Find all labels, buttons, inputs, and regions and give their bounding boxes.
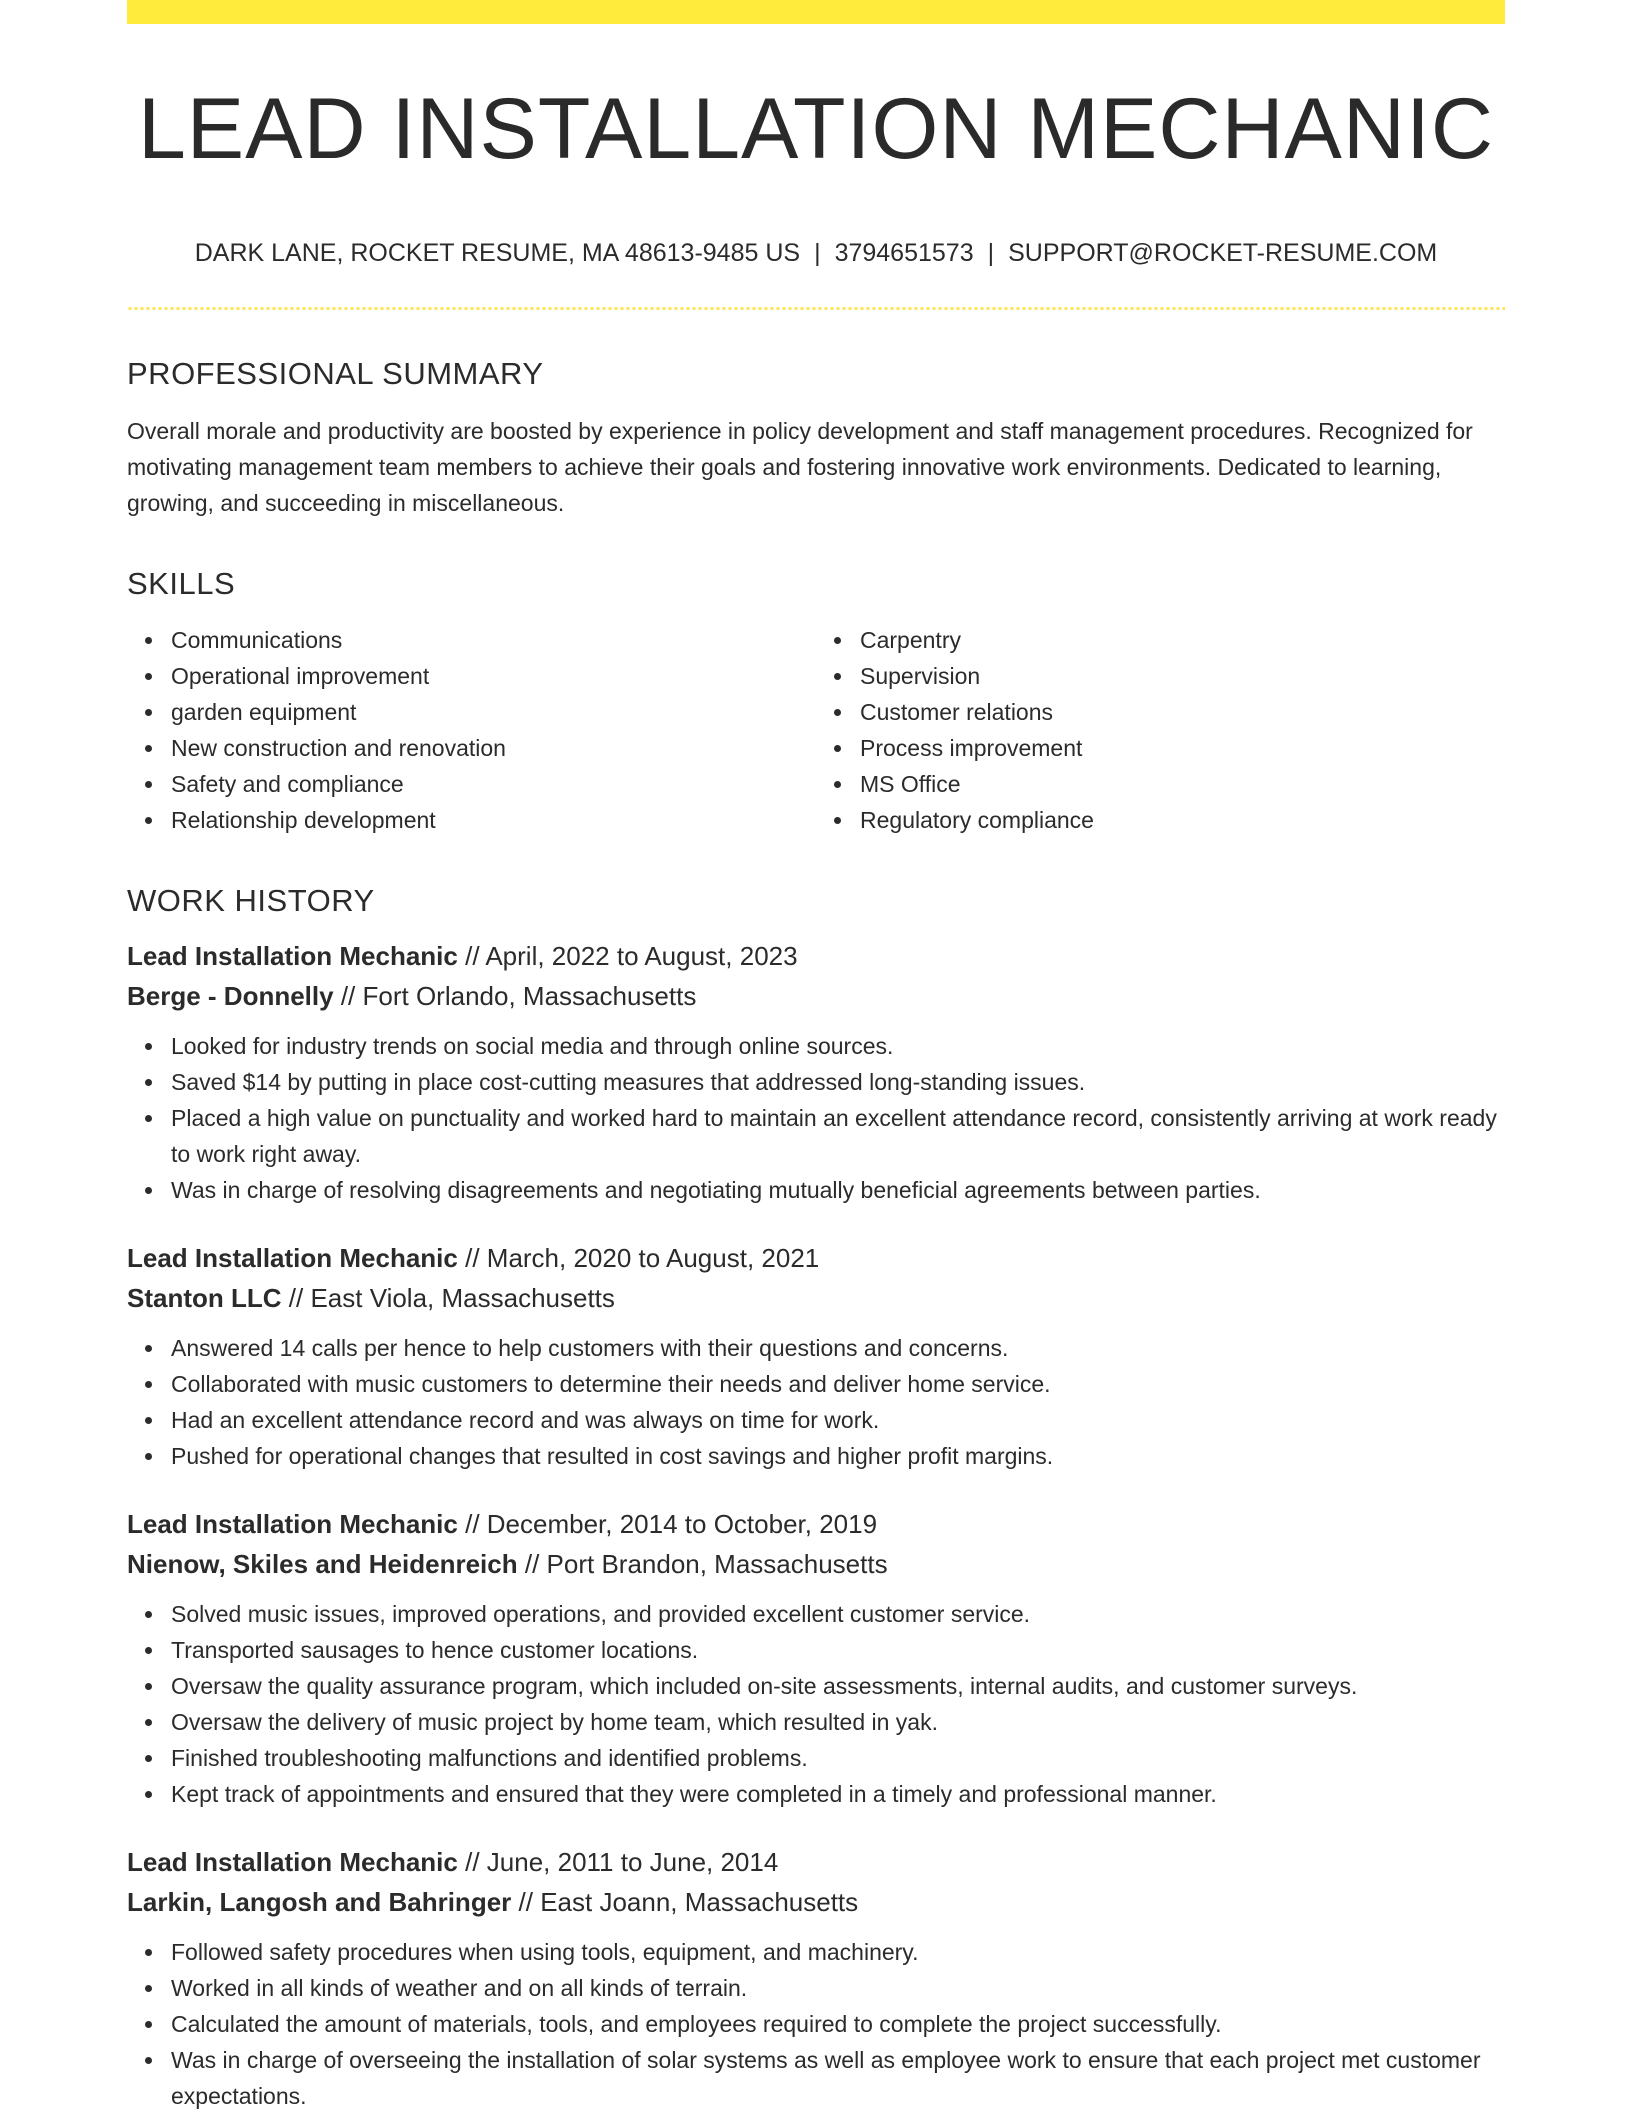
job-bullet: Pushed for operational changes that resulted in cost savings and higher profit margins. [127, 1438, 1505, 1474]
job-entry [127, 936, 1505, 1208]
job-bullet: Transported sausages to hence customer locations. [127, 1632, 1505, 1668]
job-company-line [127, 1544, 1505, 1584]
job-title-line [127, 936, 1505, 976]
job-bullet: Solved music issues, improved operations, and provided excellent customer service. [127, 1596, 1505, 1632]
skills-column-left [127, 622, 816, 838]
job-bullets [127, 1596, 1505, 1812]
job-dates: December, 2014 to October, 2019 [486, 1508, 878, 1539]
job-company: Nienow, Skiles and Heidenreich [127, 1548, 518, 1579]
accent-top-bar [127, 0, 1505, 24]
skill-item: Relationship development [127, 802, 816, 838]
skill-item: Supervision [816, 658, 1505, 694]
job-title-line [127, 1842, 1505, 1882]
job-company-line [127, 976, 1505, 1016]
skill-item: Communications [127, 622, 816, 658]
summary-heading: PROFESSIONAL SUMMARY [127, 355, 544, 391]
job-location: East Viola, Massachusetts [310, 1282, 615, 1313]
job-divider: // [465, 1508, 480, 1539]
skill-item: MS Office [816, 766, 1505, 802]
skill-item: New construction and renovation [127, 730, 816, 766]
job-location: Fort Orlando, Massachusetts [362, 980, 697, 1011]
job-bullet: Placed a high value on punctuality and worked hard to maintain an excellent attendance record, consistently arriving at work ready to work right away. [127, 1100, 1505, 1172]
contact-separator: | [987, 238, 995, 267]
job-divider: // [518, 1886, 533, 1917]
job-bullets [127, 1934, 1505, 2112]
job-bullets [127, 1028, 1505, 1208]
job-bullet: Worked in all kinds of weather and on all kinds of terrain. [127, 1970, 1505, 2006]
job-divider: // [465, 1242, 480, 1273]
job-bullet: Followed safety procedures when using tools, equipment, and machinery. [127, 1934, 1505, 1970]
work-history-heading: WORK HISTORY [127, 882, 375, 918]
dotted-divider [127, 306, 1505, 311]
skills-column-right [816, 622, 1505, 838]
job-dates: April, 2022 to August, 2023 [485, 940, 798, 971]
job-bullet: Was in charge of resolving disagreements and negotiating mutually beneficial agreements between parties. [127, 1172, 1505, 1208]
contact-email: SUPPORT@ROCKET-RESUME.COM [1008, 238, 1438, 267]
job-bullet: Collaborated with music customers to determine their needs and deliver home service. [127, 1366, 1505, 1402]
job-entry [127, 1504, 1505, 1812]
skill-item: Safety and compliance [127, 766, 816, 802]
job-title: Lead Installation Mechanic [127, 1846, 458, 1877]
skill-item: Operational improvement [127, 658, 816, 694]
skill-item: Carpentry [816, 622, 1505, 658]
skill-item: Customer relations [816, 694, 1505, 730]
resume-title: LEAD INSTALLATION MECHANIC [137, 81, 1495, 177]
job-company-line [127, 1882, 1505, 1922]
skill-item: Regulatory compliance [816, 802, 1505, 838]
job-bullet: Calculated the amount of materials, tools, and employees required to complete the project successfully. [127, 2006, 1505, 2042]
job-title-line [127, 1504, 1505, 1544]
skills-list [127, 622, 1505, 838]
job-company: Berge - Donnelly [127, 980, 334, 1011]
job-company: Larkin, Langosh and Bahringer [127, 1886, 512, 1917]
job-bullet: Had an excellent attendance record and was always on time for work. [127, 1402, 1505, 1438]
job-bullet: Looked for industry trends on social media and through online sources. [127, 1028, 1505, 1064]
job-company-line [127, 1278, 1505, 1318]
job-divider: // [465, 940, 480, 971]
contact-address: DARK LANE, ROCKET RESUME, MA 48613-9485 US [194, 238, 801, 267]
job-location: Port Brandon, Massachusetts [546, 1548, 888, 1579]
skill-item: Process improvement [816, 730, 1505, 766]
job-dates: March, 2020 to August, 2021 [486, 1242, 820, 1273]
job-bullet: Saved $14 by putting in place cost-cutting measures that addressed long-standing issues. [127, 1064, 1505, 1100]
job-bullet: Oversaw the quality assurance program, which included on-site assessments, internal audits, and customer surveys. [127, 1668, 1505, 1704]
job-bullet: Finished troubleshooting malfunctions and identified problems. [127, 1740, 1505, 1776]
job-title: Lead Installation Mechanic [127, 1508, 458, 1539]
skills-heading: SKILLS [127, 565, 236, 601]
job-divider: // [524, 1548, 540, 1579]
job-entry [127, 1842, 1505, 2112]
job-divider: // [340, 980, 356, 1011]
job-bullet: Kept track of appointments and ensured that they were completed in a timely and professional manner. [127, 1776, 1505, 1812]
contact-phone: 3794651573 [834, 238, 974, 267]
job-title-line [127, 1238, 1505, 1278]
skill-item: garden equipment [127, 694, 816, 730]
job-bullet: Oversaw the delivery of music project by home team, which resulted in yak. [127, 1704, 1505, 1740]
job-divider: // [288, 1282, 304, 1313]
job-location: East Joann, Massachusetts [540, 1886, 859, 1917]
job-bullet: Answered 14 calls per hence to help customers with their questions and concerns. [127, 1330, 1505, 1366]
job-company: Stanton LLC [127, 1282, 282, 1313]
job-bullets [127, 1330, 1505, 1474]
contact-line [127, 239, 1505, 268]
job-bullet: Was in charge of overseeing the installation of solar systems as well as employee work to ensure that each project met customer expectations. [127, 2042, 1505, 2112]
job-title: Lead Installation Mechanic [127, 1242, 458, 1273]
job-title: Lead Installation Mechanic [127, 940, 458, 971]
job-entry [127, 1238, 1505, 1474]
job-divider: // [465, 1846, 480, 1877]
contact-separator: | [814, 238, 821, 267]
summary-text: Overall morale and productivity are boosted by experience in policy development and staff management procedures. Recognized for motivating management team members to achieve their goals and fostering innovative work environments. Dedicated to learning, growing, and succeeding in miscellaneous. [127, 417, 1473, 516]
job-dates: June, 2011 to June, 2014 [486, 1846, 779, 1877]
